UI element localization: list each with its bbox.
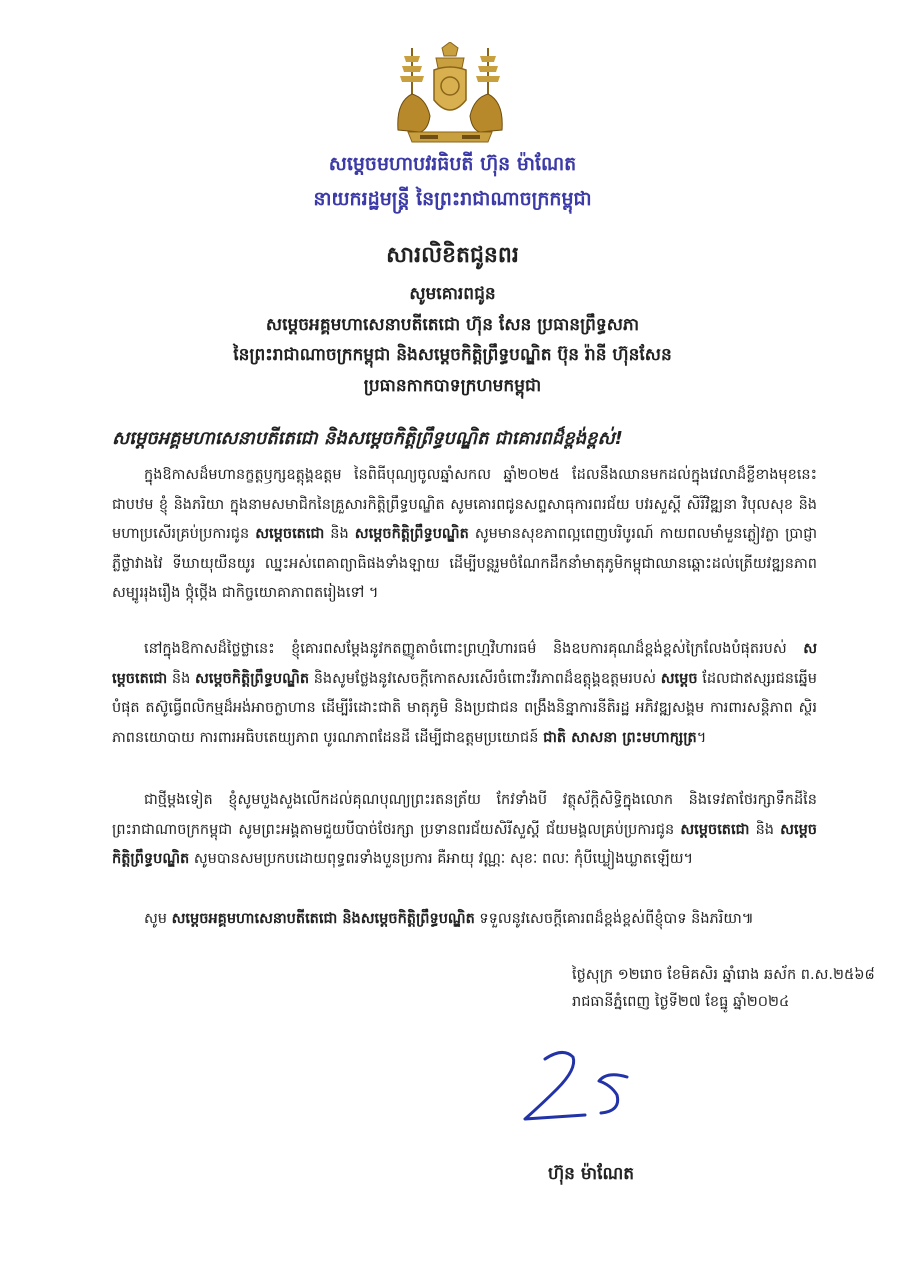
paragraph-text: សូម: [144, 911, 172, 927]
paragraph-bold: ជាតិ សាសនា ព្រះមហាក្សត្រ: [543, 729, 697, 746]
paragraph-text: និងសូមថ្លែងនូវសេចក្តីកោតសរសើរចំពោះវីរភាពដ៏ឧត្តុង្គឧត្តមរបស់: [309, 670, 661, 687]
paragraph-bold: សម្តេច: [660, 670, 698, 687]
date-solar: រាជធានីភ្នំពេញ ថ្ងៃទី២៧ ខែធ្នូ ឆ្នាំ២០២៤: [572, 994, 790, 1010]
address-line: សម្តេចអគ្គមហាសេនាបតីតេជោ ហ៊ុន សែន ប្រធានព្រឹទ្ធសភា: [265, 315, 640, 335]
paragraph-text: ជាថ្មីម្តងទៀត ខ្ញុំសូមបួងសួងលើកដល់គុណបុណ្យព្រះរតនត្រ័យ កែវទាំងបី វត្ថុស័ក្តិសិទ្ធិក្នុងលោក និងទេវតាថែរក្សាទឹកដីនៃព្រះរាជាណាចក្រកម្ពុជា សូមព្រះអង្គតាមជួយបីបាច់ថែរក្សា ប្រទានពរជ័យសិរីសួស្តី ជ័យមង្គលគ្រប់ប្រការជូន: [112, 792, 817, 838]
paragraph-bold: សម្តេចតេជោ: [112, 641, 817, 687]
sender-name: សម្តេចមហាបវរធិបតី ហ៊ុន ម៉ាណែត: [328, 153, 577, 175]
address-line: សូមគោរពជូន: [409, 284, 496, 304]
paragraph-text: ទទួលនូវសេចក្តីគោរពដ៏ខ្ពង់ខ្ពស់ពីខ្ញុំបាទ និងភរិយា៕: [474, 911, 754, 927]
paragraph-text: ។: [696, 729, 707, 746]
paragraph-1: [112, 461, 817, 609]
paragraph-text: សូមមានសុខភាពល្អពេញបរិបូរណ៍ កាយពលមាំមួនភ្លៀវភ្លា ប្រាជ្ញាភ្លឺថ្លាវាងវៃ ទីឃាយុយឺនយូរ ឈ្នះអស់ពេគាព្យាធិផងទាំងឡាយ ដើម្បីបន្តរួមចំណែកដឹកនាំមាតុភូមិកម្ពុជាឈានឆ្ពោះដល់ត្រើយវឌ្ឍនភាព សម្បូររុងរឿង ថ្កុំថ្កើង ជាកិច្ចយោគាភាពតរៀងទៅ ។: [112, 526, 817, 601]
paragraph-text: នៅក្នុងឱកាសដ៏ថ្លៃថ្លានេះ ខ្ញុំគោរពសម្តែងនូវកតញ្ញូតាចំពោះព្រហ្មវិហារធម៌ និងឧបការគុណដ៏ខ្ពង់ខ្ពស់ក្រៃលែងបំផុតរបស់: [144, 641, 804, 657]
signature-icon: [515, 1045, 640, 1125]
royal-emblem-icon: [390, 42, 510, 147]
document-title: សារលិខិតជូនពរ: [386, 243, 519, 268]
paragraph-bold: សម្តេចអគ្គមហាសេនាបតីតេជោ និងសម្តេចកិត្តិព្រឹទ្ធបណ្ឌិត: [171, 911, 475, 927]
address-line: ប្រធានកាកបាទក្រហមកម្ពុជា: [363, 376, 542, 396]
paragraph-bold: សម្តេចកិត្តិព្រឹទ្ធបណ្ឌិត: [194, 670, 310, 687]
paragraph-text: និង: [324, 526, 355, 542]
greeting: សម្តេចអគ្គមហាសេនាបតីតេជោ និងសម្តេចកិត្តិព្រឹទ្ធបណ្ឌិត ជាគោរពដ៏ខ្ពង់ខ្ពស់!: [112, 428, 623, 449]
paragraph-4: [112, 905, 817, 935]
paragraph-text: និង: [167, 670, 195, 687]
paragraph-text: សូមបានសមប្រកបដោយពុទ្ធពរទាំងបួនប្រការ គឺអាយុ វណ្ណៈ សុខៈ ពលៈ កុំបីឃ្លៀងឃ្លាតឡើយ។: [189, 851, 694, 867]
paragraph-bold: សម្តេចកិត្តិព្រឹទ្ធបណ្ឌិត: [354, 526, 469, 542]
paragraph-3: [112, 786, 817, 875]
paragraph-bold: សម្តេចកិត្តិព្រឹទ្ធបណ្ឌិត: [112, 821, 817, 867]
date-lunar: ថ្ងៃសុក្រ ១២រោច ខែមិគសិរ ឆ្នាំរោង ឆស័ក ព.ស.២៥៦៨: [572, 967, 875, 983]
paragraph-text: និង: [749, 821, 781, 838]
paragraph-text: ដែលជាឥស្សរជនឆ្នើមបំផុត តស៊ូធ្វើពលិកម្មដ៏អង់អាចក្លាហាន ដើម្បីរំដោះជាតិ មាតុភូមិ និងប្រជាជន ពង្រឹងនិន្នាការនីតិរដ្ឋ អភិវឌ្ឍសង្គម ការពារសន្តិភាព ស្ថិរភាពនយោបាយ ការពារអធិបតេយ្យភាព បូរណភាពដែនដី ដើម្បីជាឧត្តមប្រយោជន៍: [112, 670, 817, 746]
paragraph-2: [112, 635, 817, 753]
address-line: នៃព្រះរាជាណាចក្រកម្ពុជា និងសម្តេចកិត្តិព្រឹទ្ធបណ្ឌិត ប៊ុន រ៉ានី ហ៊ុនសែន: [233, 345, 672, 365]
paragraph-bold: សម្តេចតេជោ: [255, 526, 325, 542]
signer-name: ហ៊ុន ម៉ាណែត: [548, 1164, 635, 1184]
paragraph-text: ក្នុងឱកាសដ៏មហានក្ខត្តឫក្សឧត្តុង្គឧត្តម នៃពិធីបុណ្យចូលឆ្នាំសកល ឆ្នាំ២០២៥ ដែលនឹងឈានមកដល់ក្នុងវេលាដ៏ខ្លីខាងមុខនេះ ជាបឋម ខ្ញុំ និងភរិយា ក្នុងនាមសមាជិកនៃគ្រួសារកិត្តិព្រឹទ្ធបណ្ឌិត សូមគោរពជូនសព្ទសាធុការពរជ័យ បវរសួស្តី សិរីវិឌ្ឍនា វិបុលសុខ និងមហាប្រសើរគ្រប់ប្រការជូន: [112, 467, 817, 542]
sender-title: នាយករដ្ឋមន្ត្រី នៃព្រះរាជាណាចក្រកម្ពុជា: [313, 188, 592, 210]
paragraph-bold: សម្តេចតេជោ: [680, 821, 750, 838]
